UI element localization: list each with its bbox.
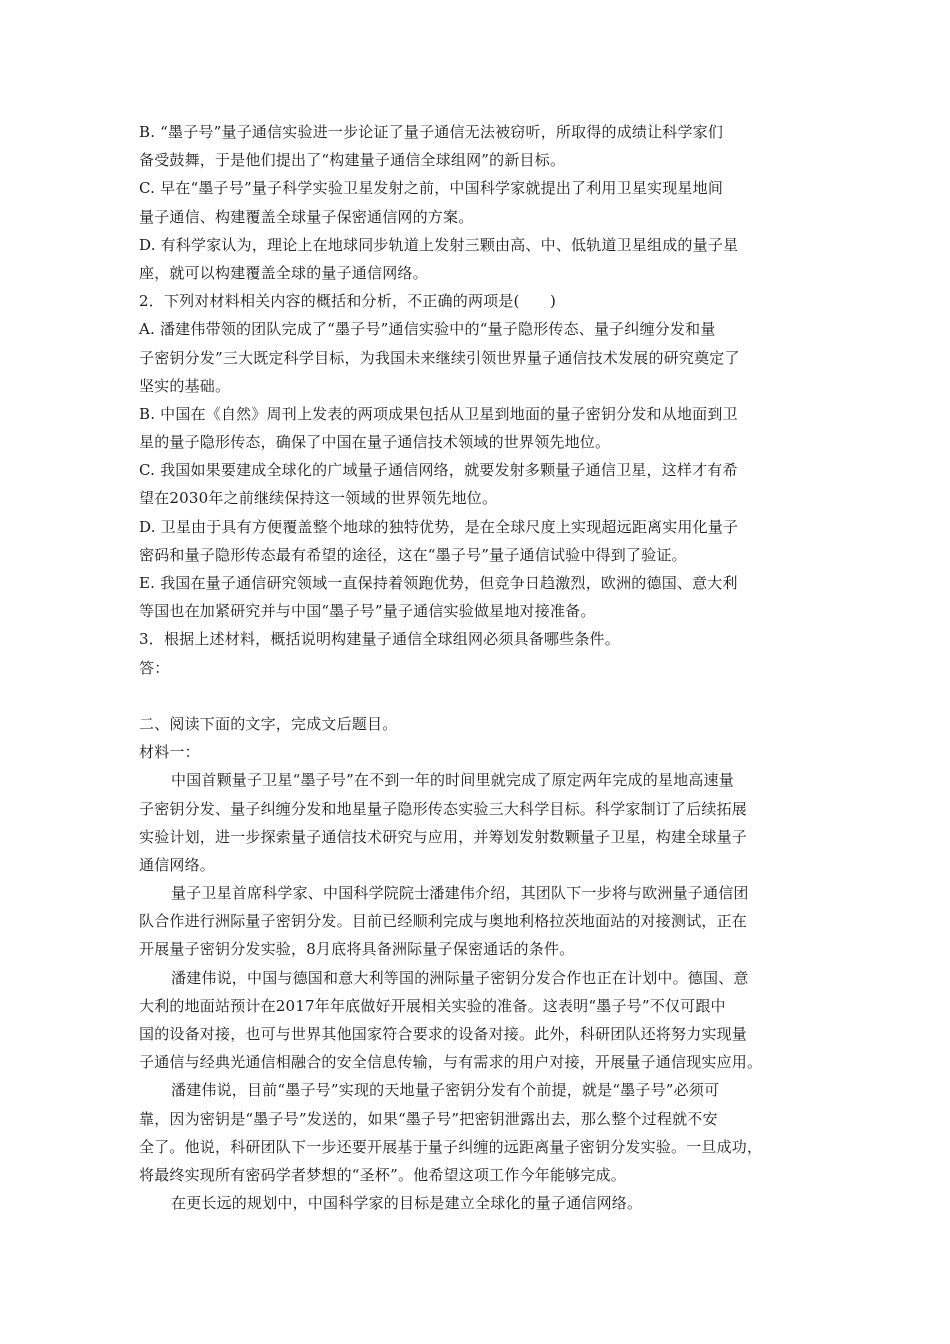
q2-stem: 2．下列对材料相关内容的概括和分析，不正确的两项是( ) xyxy=(139,292,557,311)
q2-option-d xyxy=(139,513,829,569)
text-line: 量子通信、构建覆盖全球量子保密通信网的方案。 xyxy=(139,207,474,226)
text-line: C. 我国如果要建成全球化的广域量子通信网络，就要发射多颗量子通信卫星，这样才有希 xyxy=(139,461,738,480)
text-line: 大利的地面站预计在2017年年底做好开展相关实验的准备。这表明“墨子号”不仅可跟中 xyxy=(139,996,726,1015)
q2-option-a xyxy=(139,315,829,400)
text-line: 望在2030年之前继续保持这一领域的世界领先地位。 xyxy=(139,489,498,508)
section-heading: 二、阅读下面的文字，完成文后题目。 xyxy=(139,714,398,733)
text-line: 在更长远的规划中，中国科学家的目标是建立全球化的量子通信网络。 xyxy=(171,1194,643,1213)
text-line: B. 中国在《自然》周刊上发表的两项成果包括从卫星到地面的量子密钥分发和从地面到卫 xyxy=(139,404,738,423)
text-line: 潘建伟说，中国与德国和意大利等国的洲际量子密钥分发合作也正在计划中。德国、意 xyxy=(171,968,749,987)
text-line: 开展量子密钥分发实验，8月底将具备洲际量子保密通话的条件。 xyxy=(139,940,575,959)
text-line: 座，就可以构建覆盖全球的量子通信网络。 xyxy=(139,263,428,282)
paragraph-4 xyxy=(139,1076,829,1189)
text-line: 量子卫星首席科学家、中国科学院院士潘建伟介绍，其团队下一步将与欧洲量子通信团 xyxy=(171,884,749,903)
text-line: D. 有科学家认为，理论上在地球同步轨道上发射三颗由高、中、低轨道卫星组成的量子星 xyxy=(139,235,739,254)
q1-option-b xyxy=(139,118,829,174)
answer-label: 答： xyxy=(139,658,170,677)
text-line: 子密钥分发、量子纠缠分发和地星量子隐形传态实验三大科学目标。科学家制订了后续拓展 xyxy=(139,799,748,818)
paragraph-2 xyxy=(139,879,829,964)
text-line: 坚实的基础。 xyxy=(139,376,231,395)
text-line: 备受鼓舞，于是他们提出了“构建量子通信全球组网”的新目标。 xyxy=(139,151,566,170)
q2-option-e xyxy=(139,569,829,625)
text-line: 子密钥分发”三大既定科学目标，为我国未来继续引领世界量子通信技术发展的研究奠定了 xyxy=(139,348,740,367)
text-line: B. “墨子号”量子通信实验进一步论证了量子通信无法被窃听，所取得的成绩让科学家们 xyxy=(139,123,724,141)
q3-stem: 3．根据上述材料，概括说明构建量子通信全球组网必须具备哪些条件。 xyxy=(139,630,620,649)
text-line: 星的量子隐形传态，确保了中国在量子通信技术领域的世界领先地位。 xyxy=(139,433,611,452)
text-line: 潘建伟说，目前“墨子号”实现的天地量子密钥分发有个前提，就是“墨子号”必须可 xyxy=(171,1081,720,1100)
text-line: C. 早在“墨子号”量子科学实验卫星发射之前，中国科学家就提出了利用卫星实现星地间 xyxy=(139,179,724,198)
text-line: A. 潘建伟带领的团队完成了“墨子号”通信实验中的“量子隐形传态、量子纠缠分发和量 xyxy=(139,320,716,339)
text-line: E. 我国在量子通信研究领域一直保持着领跑优势，但竞争日趋激烈，欧洲的德国、意大利 xyxy=(139,574,738,592)
paragraph-5 xyxy=(139,1189,829,1217)
text-line: 全了。他说，科研团队下一步还要开展基于量子纠缠的远距离量子密钥分发实验。一旦成功， xyxy=(139,1137,763,1156)
paragraph-3 xyxy=(139,964,829,1077)
document-body xyxy=(139,118,829,1217)
text-line: 将最终实现所有密码学者梦想的“圣杯”。他希望这项工作今年能够完成。 xyxy=(139,1165,626,1184)
text-line: 实验计划，进一步探索量子通信技术研究与应用，并筹划发射数颗量子卫星，构建全球量子 xyxy=(139,827,748,846)
q1-option-d xyxy=(139,231,829,287)
text-line: 等国也在加紧研究并与中国“墨子号”量子通信实验做星地对接准备。 xyxy=(139,602,596,621)
paragraph-1 xyxy=(139,766,829,879)
text-line: 子通信与经典光通信相融合的安全信息传输，与有需求的用户对接，开展量子通信现实应用。 xyxy=(139,1053,763,1072)
text-line: 队合作进行洲际量子密钥分发。目前已经顺利完成与奥地利格拉茨地面站的对接测试，正在 xyxy=(139,912,748,931)
text-line: 国的设备对接，也可与世界其他国家符合要求的设备对接。此外，科研团队还将努力实现量 xyxy=(139,1025,748,1043)
text-line: 靠，因为密钥是“墨子号”发送的，如果“墨子号”把密钥泄露出去，那么整个过程就不安 xyxy=(139,1109,718,1128)
q2-option-b xyxy=(139,400,829,456)
q1-option-c xyxy=(139,174,829,230)
material-label: 材料一： xyxy=(139,743,200,762)
spacer xyxy=(139,682,829,710)
text-line: D. 卫星由于具有方便覆盖整个地球的独特优势，是在全球尺度上实现超远距离实用化量子 xyxy=(139,517,739,536)
text-line: 中国首颗量子卫星“墨子号”在不到一年的时间里就完成了原定两年完成的星地高速量 xyxy=(171,771,734,790)
q2-option-c xyxy=(139,456,829,512)
text-line: 密码和量子隐形传态最有希望的途径，这在“墨子号”量子通信试验中得到了验证。 xyxy=(139,545,687,564)
text-line: 通信网络。 xyxy=(139,855,216,874)
